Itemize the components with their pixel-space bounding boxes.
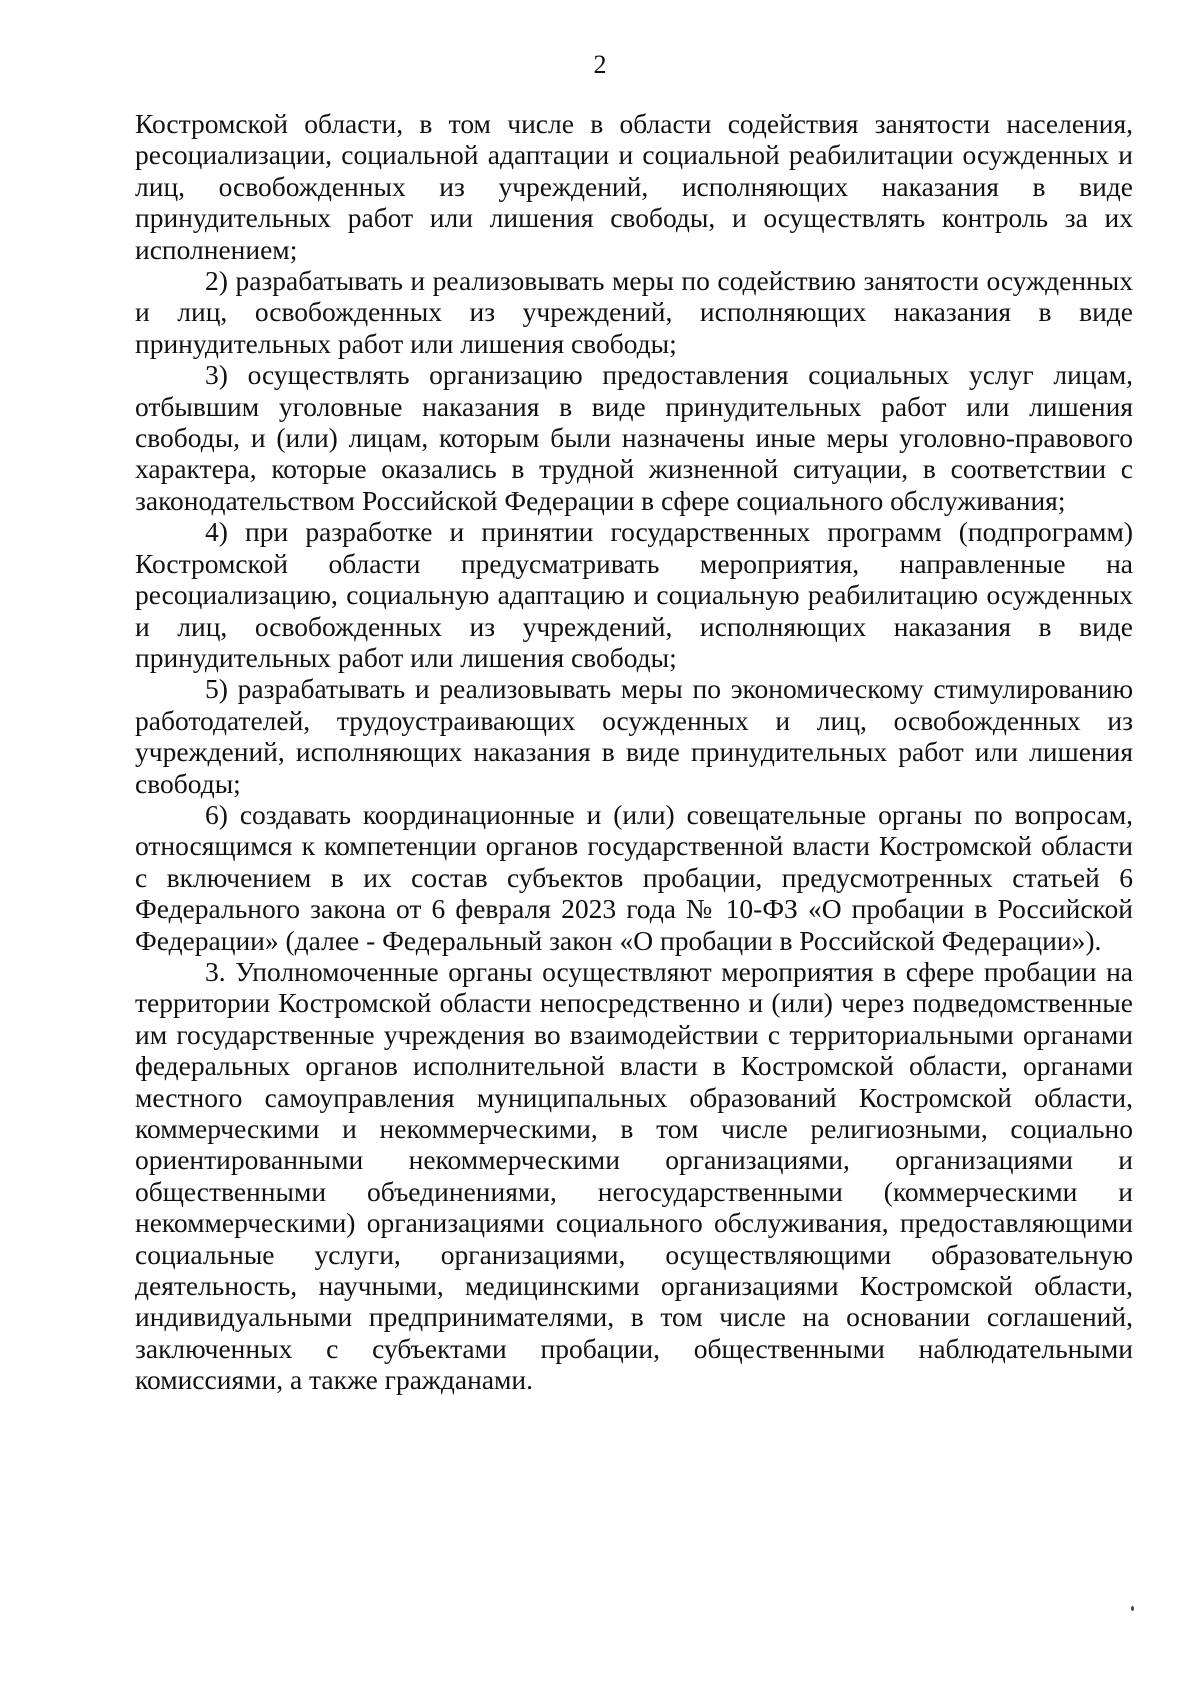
paragraph-section-3: 3. Уполномоченные органы осуществляют мероприятия в сфере пробации на территории Костромской области непосредственно и (или) через подведомственные им государственные учреждения во взаимодействии с территориальными органами федеральных органов исполнительной власти в Костромской области, органами местного самоуправления муниципальных образований Костромской области, коммерческими и некоммерческими, в том числе религиозными, социально ориентированными некоммерческими организациями, организациями и общественными объединениями, негосударственными (коммерческими и некоммерческими) организациями социального обслуживания, предоставляющими социальные услуги, организациями, осуществляющими образовательную деятельность, научными, медицинскими организациями Костромской области, индивидуальными предпринимателями, в том числе на основании соглашений, заключенных с субъектами пробации, общественными наблюдательными комиссиями, а также гражданами. (135, 955, 1133, 1396)
paragraph-item-2: 2) разрабатывать и реализовывать меры по содействию занятости осужденных и лиц, освобожденных из учреждений, исполняющих наказания в виде принудительных работ или лишения свободы; (135, 265, 1133, 359)
paragraph-item-6: 6) создавать координационные и (или) совещательные органы по вопросам, относящимся к компетенции органов государственной власти Костромской области с включением в их состав субъектов пробации, предусмотренных статьей 6 Федерального закона от 6 февраля 2023 года № 10-ФЗ «О пробации в Российской Федерации» (далее - Федеральный закон «О пробации в Российской Федерации»). (135, 798, 1133, 956)
page-number: 2 (593, 50, 607, 79)
document-body (135, 108, 1133, 1396)
scan-speck (1131, 1606, 1134, 1611)
paragraph-item-3: 3) осуществлять организацию предоставления социальных услуг лицам, отбывшим уголовные наказания в виде принудительных работ или лишения свободы, и (или) лицам, которым были назначены иные меры уголовно-правового характера, которые оказались в трудной жизненной ситуации, в соответствии с законодательством Российской Федерации в сфере социального обслуживания; (135, 359, 1133, 516)
paragraph-continuation: Костромской области, в том числе в области содействия занятости населения, ресоциализации, социальной адаптации и социальной реабилитации осужденных и лиц, освобожденных из учреждений, исполняющих наказания в виде принудительных работ или лишения свободы, и осуществлять контроль за их исполнением; (135, 108, 1133, 265)
paragraph-item-4: 4) при разработке и принятии государственных программ (подпрограмм) Костромской области предусматривать мероприятия, направленные на ресоциализацию, социальную адаптацию и социальную реабилитацию осужденных и лиц, освобожденных из учреждений, исполняющих наказания в виде принудительных работ или лишения свободы; (135, 516, 1133, 673)
paragraph-item-5: 5) разрабатывать и реализовывать меры по экономическому стимулированию работодателей, трудоустраивающих осужденных и лиц, освобожденных из учреждений, исполняющих наказания в виде принудительных работ или лишения свободы; (135, 673, 1133, 799)
